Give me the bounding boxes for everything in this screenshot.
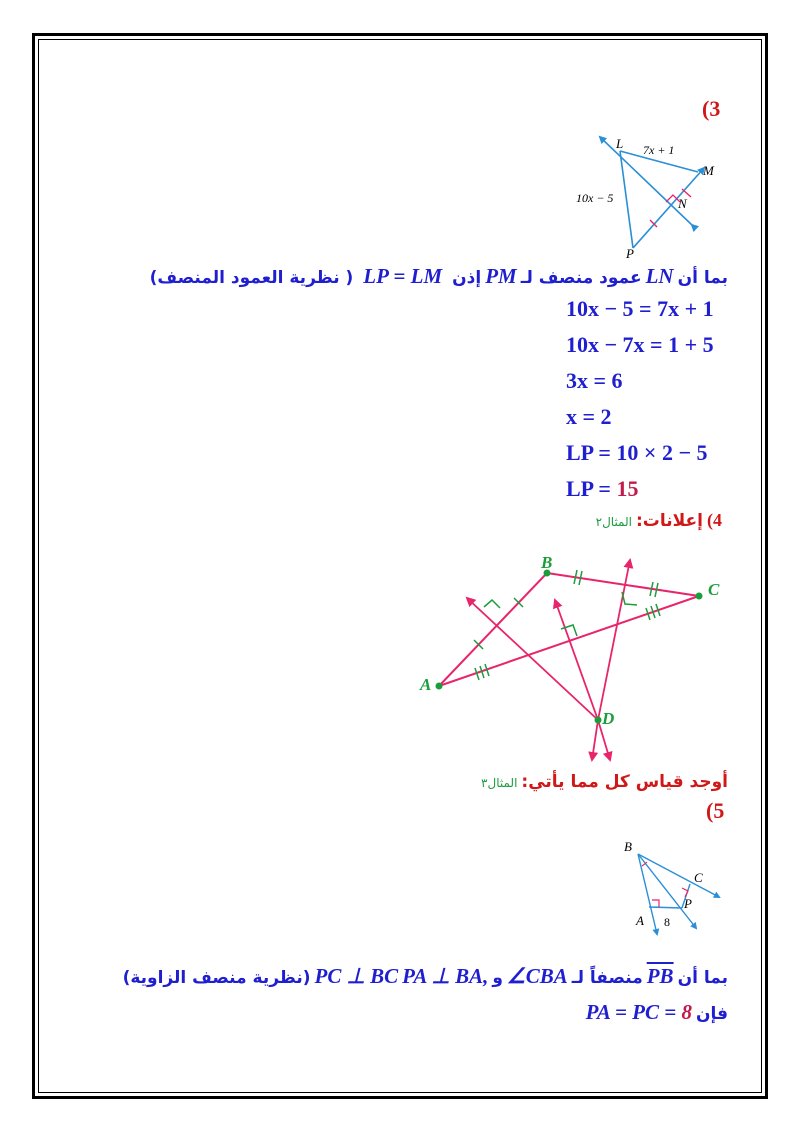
reason-perp-2: PC ⊥ BC bbox=[314, 964, 399, 988]
label-M: M bbox=[703, 163, 714, 178]
step-4: x = 2 bbox=[566, 404, 612, 429]
problem-4-ref: المثال٢ bbox=[595, 515, 632, 529]
problem-4-number: 4) bbox=[707, 510, 722, 530]
label-B: B bbox=[541, 553, 553, 572]
label-N: N bbox=[678, 196, 687, 211]
label-side-LP: 10x − 5 bbox=[576, 191, 614, 205]
problem-5-angle-figure bbox=[618, 836, 728, 946]
label-A: A bbox=[420, 675, 432, 694]
reason-since: بما أن bbox=[677, 968, 728, 988]
problem-3-triangle-figure bbox=[576, 128, 730, 262]
extension-2 bbox=[592, 720, 598, 760]
step-final bbox=[566, 476, 638, 502]
reason-angle: ∠CBA bbox=[506, 964, 568, 988]
reason-LN: LN bbox=[645, 264, 674, 288]
result-value: 8 bbox=[681, 1000, 692, 1024]
reason-PM: PM bbox=[485, 264, 517, 288]
label-P: P bbox=[684, 896, 692, 911]
reason-bisects: منصفاً لـ bbox=[571, 968, 643, 988]
label-P: P bbox=[626, 246, 634, 261]
bisector-AC bbox=[555, 600, 598, 720]
reason-and: و bbox=[492, 968, 503, 988]
problem-5-reason-line bbox=[123, 964, 728, 989]
reason-theorem: ( نظرية العمود المنصف) bbox=[149, 268, 354, 288]
result-equation: PA = PC = 8 bbox=[585, 1000, 692, 1024]
reason-perp-bisector-of: عمود منصف لـ bbox=[520, 268, 642, 288]
step-3: 3x = 6 bbox=[566, 368, 623, 393]
reason-equation: LP = LM bbox=[363, 264, 443, 288]
find-heading-title: أوجد قياس كل مما يأتي: bbox=[521, 772, 728, 792]
segment-PA bbox=[649, 907, 682, 908]
problem-4-title: إعلانات: bbox=[636, 511, 703, 531]
label-B: B bbox=[624, 839, 632, 854]
find-heading bbox=[481, 772, 728, 792]
final-lhs: LP = bbox=[566, 476, 617, 501]
label-L: L bbox=[616, 136, 624, 151]
right-angle-A bbox=[652, 900, 659, 907]
reason-theorem: (نظرية منصف الزاوية) bbox=[122, 968, 311, 988]
point-C bbox=[696, 593, 703, 600]
problem-3-reason-line bbox=[150, 264, 728, 289]
side-AB bbox=[439, 573, 547, 686]
reason-therefore: إذن bbox=[452, 268, 482, 288]
problem-3-number: (3 bbox=[702, 96, 721, 121]
segment-PM bbox=[633, 168, 704, 248]
ray-BC bbox=[638, 854, 719, 897]
point-D bbox=[595, 717, 602, 724]
result-therefore: فإن bbox=[695, 1004, 728, 1024]
label-C: C bbox=[694, 870, 703, 885]
segment-LP bbox=[620, 151, 633, 248]
reason-since: بما أن bbox=[677, 268, 728, 288]
step-1: 10x − 5 = 7x + 1 bbox=[566, 296, 714, 321]
label-D: D bbox=[602, 709, 615, 728]
reason-PB: PB bbox=[646, 964, 674, 988]
problem-5-number: (5 bbox=[706, 798, 725, 823]
point-A bbox=[436, 683, 443, 690]
step-2: 10x − 7x = 1 + 5 bbox=[566, 332, 714, 357]
problem-4-triangle-figure bbox=[410, 548, 730, 768]
label-C: C bbox=[708, 580, 720, 599]
problem-4-heading bbox=[596, 510, 722, 531]
find-heading-ref: المثال٣ bbox=[481, 776, 518, 790]
label-8: 8 bbox=[664, 915, 670, 929]
final-value: 15 bbox=[616, 476, 639, 501]
problem-5-result-line bbox=[586, 1000, 728, 1025]
bisector-AB bbox=[467, 598, 598, 720]
label-A: A bbox=[636, 913, 644, 928]
reason-perp-1: PA ⊥ BA, bbox=[402, 964, 489, 988]
step-5: LP = 10 × 2 − 5 bbox=[566, 440, 708, 465]
label-side-LM: 7x + 1 bbox=[643, 143, 675, 157]
